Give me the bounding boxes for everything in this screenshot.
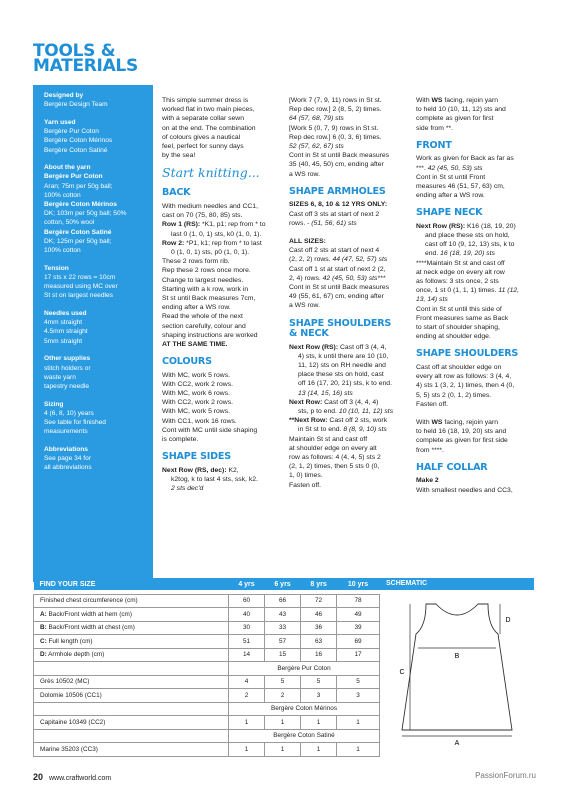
intro-line: with a separate collar sewn	[162, 115, 244, 123]
sizing-line: See table for finished	[44, 419, 106, 427]
next-row-cont: k2tog, k to last 4 sts, ssk, k2.	[171, 476, 258, 483]
about-yarn-name: Bergère Pur Coton	[44, 173, 103, 181]
other-supplies-line: stitch holders or	[44, 364, 91, 372]
table-cell: 63	[301, 635, 337, 649]
next-row-label: Next Row:	[289, 398, 323, 406]
dress-outline	[402, 604, 512, 730]
table-header-cell: FIND YOUR SIZE	[39, 580, 96, 588]
table-cell-label: Marine 35203 (CC3)	[34, 743, 229, 757]
intro-line: worked flat in two main pieces,	[162, 106, 255, 114]
colours-line: With CC2, work 2 rows.	[162, 380, 234, 388]
table-cell: 15	[265, 648, 301, 662]
with-text: With	[416, 418, 430, 426]
next-row-label: **Next Row:	[289, 417, 328, 425]
shoulders-line: Cast off at shoulder edge on	[416, 363, 502, 371]
next-row-cont: cast off 10 (9, 12, 13) sts, k to	[425, 241, 515, 249]
size-table-grid	[33, 578, 380, 757]
table-row	[34, 621, 380, 635]
row2-text: *P1, k1; rep from * to last	[186, 239, 262, 247]
table-cell-label: Capitaine 10349 (CC2)	[34, 716, 229, 730]
row2-cont: 0 (1, 0, 1) sts, p0 (1, 0, 1).	[171, 248, 250, 256]
table-cell-label: Dolomie 10506 (CC1)	[34, 689, 229, 703]
ws-label: WS	[431, 418, 443, 426]
all-sizes-line: Cast off 1 st at start of next 2 (2,	[289, 265, 386, 273]
with-text: facing, rejoin yarn	[444, 418, 498, 426]
next-row-line	[289, 343, 409, 352]
shape-neck-heading: SHAPE NECK	[416, 207, 483, 219]
watermark: PassionForum.ru	[475, 771, 536, 780]
label-a: A	[454, 740, 460, 747]
table-cell: 1	[301, 743, 337, 757]
table-subheader: Bergère Coton Satiné	[229, 729, 380, 743]
row-label: Full length (cm)	[46, 637, 93, 645]
table-cell: 1	[229, 716, 265, 730]
table-cell-label	[34, 621, 229, 635]
table-cell: 36	[301, 621, 337, 635]
table-cell: 3	[301, 689, 337, 703]
spacer	[289, 228, 409, 237]
about-yarn-line: Aran; 75m per 50g ball;	[44, 182, 113, 190]
front-heading: FRONT	[416, 139, 452, 151]
with-ws-line: complete as given for first	[416, 115, 494, 123]
table-subheader-row	[34, 702, 380, 716]
table-cell: 17	[337, 648, 380, 662]
table-row	[34, 608, 380, 622]
intro-line: of colours gives a nautical	[162, 133, 241, 141]
sizing-line: 4 (6, 8, 10) years	[44, 409, 94, 417]
back-line: With medium needles and CC1,	[162, 202, 258, 210]
sizes-label: SIZES 6, 8, 10 & 12 YRS ONLY:	[289, 201, 388, 209]
table-subheader-row	[34, 729, 380, 743]
next-row-text: Cast off 2 sts, work	[329, 417, 388, 425]
table-cell: 4	[229, 675, 265, 689]
next-row-cont: off 16 (17, 20, 21) sts, k to end.	[298, 380, 392, 388]
start-knitting-heading: Start knitting...	[162, 165, 260, 181]
heading-line: SHAPE SHOULDERS	[289, 317, 392, 329]
front-line: Cont in St st until Front	[416, 173, 486, 181]
shoulder-line: at shoulder edge on every alt	[289, 444, 377, 452]
colours-heading: COLOURS	[162, 356, 212, 368]
table-subheader: Bergère Pur Coton	[229, 662, 380, 676]
needles-head: Needles used	[44, 310, 87, 318]
collar-line: With smallest needles and CC3,	[416, 486, 513, 494]
intro-line: by the sea!	[162, 152, 196, 160]
maintain-result: 11 (12,	[498, 287, 520, 295]
table-cell: 5	[301, 675, 337, 689]
next-row-text: Cast off 3 (4, 4, 4)	[324, 398, 379, 406]
sizes-line	[289, 219, 409, 228]
table-cell-label	[34, 648, 229, 662]
table-cell-label: Grès 10502 (MC)	[34, 675, 229, 689]
label-d: D	[505, 617, 511, 624]
tension-line: 17 sts x 22 rows = 10cm	[44, 273, 116, 281]
table-cell	[34, 729, 229, 743]
table-cell-label	[34, 594, 229, 608]
table-cell: 69	[337, 635, 380, 649]
row2-label: Row 2:	[162, 239, 185, 247]
dress-schematic-diagram	[380, 590, 534, 755]
colours-line: With CC2, work 2 rows.	[162, 399, 234, 407]
sizing-section	[44, 400, 145, 437]
table-cell: 51	[229, 635, 265, 649]
next-row-line	[289, 398, 409, 407]
shoulder-line: Maintain St st and cast off	[289, 435, 368, 443]
next-row-label: Next Row (RS):	[289, 343, 339, 351]
front-line: measures 46 (51, 57, 63) cm,	[416, 182, 505, 190]
with-text: With	[416, 97, 430, 104]
all-sizes-line: Cont in St st until Back measures	[289, 283, 390, 291]
next-row-text: K16 (18, 19, 20)	[466, 222, 516, 230]
with-ws-line	[416, 96, 536, 105]
front-text: ***.	[416, 164, 426, 172]
pattern-column-1	[162, 96, 282, 493]
row-label: Armhole depth (cm)	[46, 651, 105, 659]
abbreviations-line: all abbreviations	[44, 464, 92, 472]
back-line: Change to largest needles.	[162, 276, 244, 284]
table-cell: 66	[265, 594, 301, 608]
other-supplies-head: Other supplies	[44, 355, 91, 363]
shoulders-line: Fasten off.	[416, 400, 448, 408]
table-header-cell: 4 yrs	[238, 580, 255, 588]
sizes-line: Cast off 3 sts at start of next 2	[289, 210, 380, 218]
next-row-text: sts, p to end.	[298, 407, 337, 415]
designed-by-section	[44, 91, 145, 109]
table-row	[34, 675, 380, 689]
with-ws-line: from ****.	[416, 446, 444, 454]
shape-shoulders-neck-heading	[289, 319, 409, 340]
front-line: ending after a WS row.	[416, 192, 485, 200]
next-row-result: 10 (10, 11, 12) sts	[338, 407, 394, 415]
sides-line: [Work 7 (7, 9, 11) rows in St st.	[289, 97, 382, 104]
title-line-2: MATERIALS	[33, 56, 138, 76]
next-row-line	[416, 222, 536, 231]
back-line: Rep these 2 rows once more.	[162, 267, 251, 275]
all-sizes-line: Cast off 2 sts at start of next 4	[289, 247, 380, 255]
shoulder-line: 1, 0) times.	[289, 472, 323, 480]
table-row	[34, 648, 380, 662]
about-yarn-line: 100% cotton	[44, 247, 81, 255]
intro-line: This simple summer dress is	[162, 97, 249, 104]
colours-line: With MC, work 5 rows.	[162, 408, 230, 416]
front-line: Work as given for Back as far as	[416, 155, 514, 163]
page-number: 20	[33, 772, 44, 782]
section-title	[33, 41, 153, 76]
next-row-cont: and place these sts on hold,	[425, 232, 510, 240]
all-sizes-line	[289, 274, 409, 283]
row1-label: Row 1 (RS):	[162, 221, 201, 229]
site-url: www.craftworld.com	[48, 775, 112, 782]
about-yarn-name: Bergère Coton Satiné	[44, 228, 112, 236]
row-label: Finished chest circumference (cm)	[40, 597, 138, 605]
row2-line	[162, 239, 282, 248]
maintain-line	[416, 286, 536, 295]
maintain-line: as follows: 3 sts once, 2 sts	[416, 278, 499, 286]
shape-shoulders-heading: SHAPE SHOULDERS	[416, 348, 519, 360]
row-key: B:	[40, 624, 47, 632]
all-sizes-result: 42 (45, 50, 53) sts***	[322, 274, 386, 282]
all-sizes-line	[289, 255, 409, 264]
cont-line: to start of shoulder shaping,	[416, 324, 500, 332]
half-collar-heading: HALF COLLAR	[416, 461, 488, 473]
intro-line: on at the end. The combination	[162, 124, 256, 132]
table-cell	[34, 702, 229, 716]
table-cell: 1	[337, 716, 380, 730]
size-table	[33, 578, 380, 757]
row-key: C:	[40, 637, 47, 645]
colours-line: With CC1, work 16 rows.	[162, 417, 237, 425]
next-row-cont: place these sts on hold, cast	[298, 371, 384, 379]
next-row-cont: 11, 12) sts on RH needle and	[298, 361, 386, 369]
table-header-cell: 8 yrs	[310, 580, 327, 588]
sides-result: 64 (57, 68, 79) sts	[289, 115, 344, 123]
next-row-line	[289, 416, 409, 425]
next-row-result: 13 (14, 15, 16) sts	[298, 389, 353, 397]
table-cell: 1	[265, 716, 301, 730]
table-header-cell: 6 yrs	[274, 580, 291, 588]
next-row-label: Next Row (RS, dec):	[162, 466, 227, 474]
abbreviations-line: See page 34 for	[44, 455, 91, 463]
all-sizes-label: ALL SIZES:	[289, 237, 326, 245]
table-header-cell: 10 yrs	[347, 580, 369, 588]
table-cell-label	[34, 635, 229, 649]
row-key: A:	[40, 610, 47, 618]
colours-line: is complete.	[162, 436, 199, 444]
tension-head: Tension	[44, 264, 69, 272]
sizes-text: rows. -	[289, 219, 310, 227]
table-cell: 16	[301, 648, 337, 662]
row1-line	[162, 220, 282, 229]
all-sizes-line: a WS row.	[289, 302, 320, 310]
label-b: B	[454, 653, 460, 660]
shoulder-line: (2, 1, 2) times, then 5 sts 0 (0,	[289, 463, 380, 471]
table-cell: 2	[265, 689, 301, 703]
other-supplies-line: waste yarn	[44, 373, 76, 381]
sides-line: 35 (40, 45, 50) cm, ending after	[289, 161, 384, 169]
maintain-line: at neck edge on every alt row	[416, 268, 505, 276]
yarn-used-line: Bergère Pur Coton	[44, 128, 99, 136]
next-row-label: Next Row (RS):	[416, 222, 466, 230]
all-sizes-result: 44 (47, 52, 57) sts	[332, 256, 388, 264]
yarn-used-line: Bergère Coton Mérinos	[44, 137, 113, 145]
needles-line: 5mm straight	[44, 337, 83, 345]
abbreviations-head: Abbreviations	[44, 446, 88, 453]
table-cell: 2	[229, 689, 265, 703]
table-subheader: Bergère Coton Mérinos	[229, 702, 380, 716]
back-line: Read the whole of the next	[162, 313, 243, 321]
with-ws-line: complete as given for first side	[416, 437, 508, 445]
about-yarn-line: 100% cotton	[44, 191, 81, 199]
abbreviations-section	[44, 445, 145, 473]
back-line: Starting with a k row, work in	[162, 285, 249, 293]
yarn-used-head: Yarn used	[44, 118, 76, 126]
all-sizes-text: (2, 2, 2) rows.	[289, 256, 331, 264]
next-row-cont	[289, 425, 409, 434]
needles-line: 4mm straight	[44, 319, 83, 327]
table-cell: 5	[265, 675, 301, 689]
sizing-head: Sizing	[44, 400, 64, 408]
table-cell: 33	[265, 621, 301, 635]
needles-section	[44, 309, 145, 346]
pattern-column-2	[289, 96, 409, 490]
tension-line: St st on largest needles	[44, 292, 113, 300]
row-key: D:	[40, 651, 47, 659]
ws-label: WS	[431, 97, 443, 104]
next-row-cont	[289, 407, 409, 416]
other-supplies-section	[44, 354, 145, 391]
make-label: Make 2	[416, 477, 439, 485]
sides-line: Rep dec row.] 6 (0, 3, 6) times.	[289, 133, 382, 141]
tension-line: measured using MC over	[44, 283, 118, 291]
with-ws-line	[416, 418, 536, 427]
sides-line: Cont in St st until Back measures	[289, 152, 390, 160]
sizing-line: measurements	[44, 428, 88, 436]
shape-armholes-heading: SHAPE ARMHOLES	[289, 185, 386, 197]
next-row-result: 2 sts dec'd	[171, 485, 204, 493]
row-label: Back/Front width at hem (cm)	[46, 610, 132, 618]
needles-line: 4.5mm straight	[44, 328, 88, 336]
table-row	[34, 689, 380, 703]
same-time-line: AT THE SAME TIME.	[162, 340, 228, 348]
table-cell: 1	[265, 743, 301, 757]
back-line: cast on 70 (75, 80, 85) sts.	[162, 212, 243, 220]
designed-by-line: Bergère Design Team	[44, 101, 108, 109]
table-header-row	[34, 578, 380, 590]
row-label: Back/Front width at chest (cm)	[46, 624, 135, 632]
next-row-line	[162, 466, 282, 475]
row1-text: *K1, p1; rep from * to	[202, 221, 266, 229]
table-cell: 39	[337, 621, 380, 635]
with-ws-line: side from **.	[416, 124, 454, 132]
shoulder-line: row as follows: 4 (4, 4, 5) sts 2	[289, 454, 381, 461]
table-cell: 46	[301, 608, 337, 622]
about-yarn-line: cotton, 50% wool	[44, 219, 95, 227]
shoulder-line: Fasten off.	[289, 481, 321, 489]
table-cell: 60	[229, 594, 265, 608]
yarn-used-section	[44, 118, 145, 155]
table-cell: 57	[265, 635, 301, 649]
sides-line: Rep dec row.] 2 (8, 5, 2) times.	[289, 106, 382, 114]
pattern-column-3	[416, 96, 536, 495]
front-line	[416, 164, 536, 173]
table-cell: 14	[229, 648, 265, 662]
shoulders-line: 4) sts 1 (3, 2, 1) times, then 4 (0,	[416, 382, 515, 390]
tension-section	[44, 264, 145, 301]
table-cell: 49	[337, 608, 380, 622]
cont-line: ending at shoulder edge.	[416, 333, 491, 341]
next-row-text: in St st to end.	[298, 426, 342, 434]
designed-by-head: Designed by	[44, 92, 84, 99]
heading-line: & NECK	[289, 328, 329, 340]
colours-line: With MC, work 6 rows.	[162, 390, 230, 398]
materials-sidebar	[33, 85, 153, 582]
sides-line: a WS row.	[289, 170, 320, 178]
label-c: C	[399, 669, 405, 676]
table-subheader-row	[34, 662, 380, 676]
intro-line: feel, perfect for sunny days	[162, 143, 244, 151]
schematic-title: SCHEMATIC	[380, 578, 534, 590]
table-row	[34, 594, 380, 608]
about-yarn-name: Bergère Coton Mérinos	[44, 201, 117, 209]
maintain-line: ****Maintain St st and cast off	[416, 259, 505, 267]
next-row-text: end.	[425, 250, 439, 258]
back-line: These 2 rows form rib.	[162, 258, 230, 266]
front-result: 42 (45, 50, 53) sts	[427, 164, 483, 172]
back-line: St st until Back measures 7cm,	[162, 294, 256, 302]
next-row-cont	[416, 249, 536, 258]
next-row-text: Cast off 3 (4, 4,	[339, 343, 387, 351]
other-supplies-line: tapestry needle	[44, 382, 90, 390]
colours-line: Cont with MC until side shaping	[162, 426, 258, 434]
with-text: facing, rejoin yarn	[444, 97, 498, 104]
sizes-result: (51, 56, 61) sts	[311, 219, 357, 227]
back-heading: BACK	[162, 187, 191, 199]
about-yarn-head: About the yarn	[44, 164, 91, 172]
cont-line: Front measures same as Back	[416, 314, 509, 322]
about-yarn-line: DK; 125m per 50g ball;	[44, 237, 112, 245]
table-cell: 1	[301, 716, 337, 730]
table-cell: 3	[337, 689, 380, 703]
cont-line: Cont in St st until this side of	[416, 305, 502, 313]
row1-cont: last 0 (1, 0, 1) sts, k0 (1, 0, 1).	[171, 230, 262, 238]
shape-sides-heading: SHAPE SIDES	[162, 451, 231, 463]
table-cell	[34, 662, 229, 676]
all-sizes-text: 2, 4) rows.	[289, 274, 321, 282]
about-yarn-line: DK; 103m per 50g ball; 50%	[44, 210, 127, 218]
table-cell: 40	[229, 608, 265, 622]
table-cell-label	[34, 608, 229, 622]
sides-result: 52 (57, 62, 67) sts	[289, 143, 344, 151]
title-line-1: TOOLS &	[33, 41, 116, 61]
back-line: section carefully, colour and	[162, 322, 246, 330]
next-row-result: 16 (18, 19, 20) sts	[440, 250, 495, 258]
page-footer	[33, 772, 111, 782]
table-cell: 5	[337, 675, 380, 689]
with-ws-line: to held 16 (18, 19, 20) sts and	[416, 428, 507, 436]
next-row-cont: 4) sts, k until there are 10 (10,	[298, 352, 389, 360]
shoulders-line: every alt row as follows: 3 (4, 4,	[416, 373, 512, 381]
next-row-text: K2,	[228, 466, 239, 474]
with-ws-line: to held 10 (10, 11, 12) sts and	[416, 106, 506, 114]
table-row	[34, 743, 380, 757]
back-line: shaping instructions are worked	[162, 331, 258, 339]
table-cell: 1	[337, 743, 380, 757]
maintain-result: 13, 14) sts	[416, 296, 448, 304]
sides-line: [Work 5 (0, 7, 9) rows in St st.	[289, 124, 379, 132]
table-row	[34, 635, 380, 649]
table-cell: 30	[229, 621, 265, 635]
maintain-text: once, 1 st 0 (1, 1, 1) times.	[416, 287, 497, 295]
next-row-result: 8 (8, 9, 10) sts	[343, 426, 387, 434]
all-sizes-line: 49 (55, 61, 67) cm, ending after	[289, 293, 384, 301]
table-cell: 78	[337, 594, 380, 608]
about-yarn-section	[44, 163, 145, 255]
shoulders-line: 5, 5) sts 2 (0, 1, 2) times.	[416, 391, 492, 399]
spacer	[416, 409, 536, 418]
colours-line: With MC, work 5 rows.	[162, 371, 230, 379]
table-cell: 72	[301, 594, 337, 608]
yarn-used-line: Bergère Coton Satiné	[44, 146, 108, 154]
table-cell: 1	[229, 743, 265, 757]
schematic-panel	[380, 578, 534, 755]
table-cell: 43	[265, 608, 301, 622]
table-row	[34, 716, 380, 730]
back-line: ending after a WS row.	[162, 304, 231, 312]
